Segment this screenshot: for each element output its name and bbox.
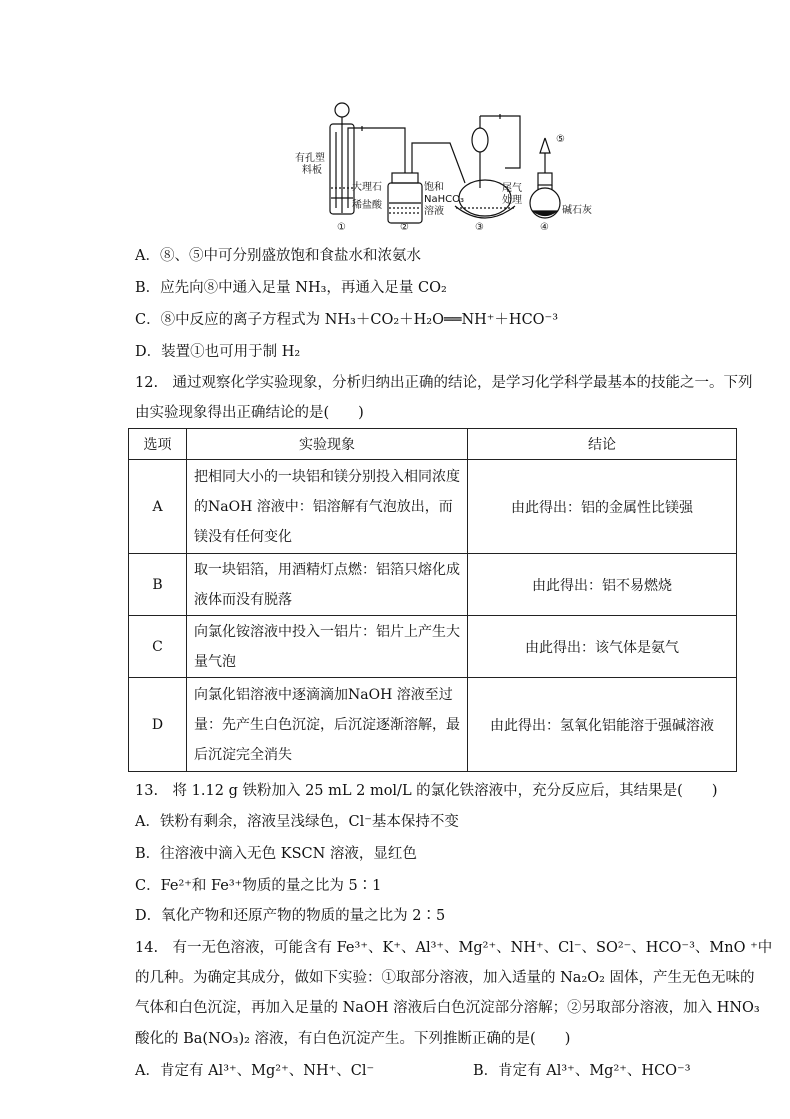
label-acid: 稀盐酸 <box>352 200 382 211</box>
label-marble: 大理石 <box>352 182 382 193</box>
q14-stem-line3: 气体和白色沉淀，再加入足量的 NaOH 溶液后白色沉淀部分溶解；②另取部分溶液，加入 HNO₃ <box>135 1000 760 1016</box>
label-n3: ③ <box>475 222 484 233</box>
row-phenomenon: 向氯化铝溶液中逐滴滴加NaOH 溶液至过量：先产生白色沉淀，后沉淀逐渐溶解，最后沉淀完全消失 <box>187 678 468 772</box>
q14-stem-line2: 的几种。为确定其成分，做如下实验：①取部分溶液，加入适量的 Na₂O₂ 固体，产生无色无味的 <box>135 970 755 986</box>
label-n5: ⑤ <box>556 134 565 145</box>
label-n2: ② <box>400 222 409 233</box>
row-option: B <box>129 554 187 616</box>
table-row <box>129 554 737 616</box>
label-plate2: 料板 <box>302 165 322 176</box>
q11-option-a: A．⑧、⑤中可分别盛放饱和食盐水和浓氨水 <box>135 248 421 264</box>
label-sat3: 溶液 <box>424 206 444 217</box>
q13-option-b: B．往溶液中滴入无色 KSCN 溶液，显红色 <box>135 846 417 862</box>
row-conclusion: 由此得出：铝的金属性比镁强 <box>468 460 737 554</box>
header-conclusion: 结论 <box>468 429 737 460</box>
q13-option-c: C．Fe²⁺和 Fe³⁺物质的量之比为 5∶1 <box>135 878 382 894</box>
q11-option-b: B．应先向⑧中通入足量 NH₃，再通入足量 CO₂ <box>135 280 447 296</box>
label-tail2: 处理 <box>502 195 522 206</box>
q12-stem-line1: 12. 通过观察化学实验现象，分析归纳出正确的结论，是学习化学科学最基本的技能之一。下列 <box>135 375 753 391</box>
row-phenomenon: 把相同大小的一块铝和镁分别投入相同浓度的NaOH 溶液中：铝溶解有气泡放出，而镁没有任何变化 <box>187 460 468 554</box>
q14-stem-line1: 14. 有一无色溶液，可能含有 Fe³⁺、K⁺、Al³⁺、Mg²⁺、NH⁺、Cl⁻、SO²⁻、HCO⁻³、MnO ⁺中 <box>135 940 773 956</box>
row-option: C <box>129 616 187 678</box>
q11-option-d: D．装置①也可用于制 H₂ <box>135 344 301 360</box>
apparatus-diagram <box>290 98 592 238</box>
label-lime: 碱石灰 <box>562 205 592 216</box>
row-phenomenon: 向氯化铵溶液中投入一铝片：铝片上产生大量气泡 <box>187 616 468 678</box>
table-header-row <box>129 429 737 460</box>
q13-option-a: A．铁粉有剩余，溶液呈浅绿色，Cl⁻基本保持不变 <box>135 814 459 830</box>
row-conclusion: 由此得出：该气体是氨气 <box>468 616 737 678</box>
label-n4: ④ <box>540 222 549 233</box>
table-row <box>129 616 737 678</box>
header-option: 选项 <box>129 429 187 460</box>
label-n1: ① <box>337 222 346 233</box>
header-phenomenon: 实验现象 <box>187 429 468 460</box>
q11-option-c: C．⑧中反应的离子方程式为 NH₃＋CO₂＋H₂O══NH⁺＋HCO⁻³ <box>135 312 559 328</box>
experiment-table <box>128 428 737 772</box>
row-conclusion: 由此得出：氢氧化铝能溶于强碱溶液 <box>468 678 737 772</box>
table-row <box>129 460 737 554</box>
row-phenomenon: 取一块铝箔，用酒精灯点燃：铝箔只熔化成液体而没有脱落 <box>187 554 468 616</box>
table-row <box>129 678 737 772</box>
row-conclusion: 由此得出：铝不易燃烧 <box>468 554 737 616</box>
q14-option-a: A．肯定有 Al³⁺、Mg²⁺、NH⁺、Cl⁻ <box>135 1063 375 1079</box>
row-option: D <box>129 678 187 772</box>
q12-stem-line2: 由实验现象得出正确结论的是( ) <box>135 405 364 421</box>
row-option: A <box>129 460 187 554</box>
label-sat2: NaHCO₃ <box>424 194 464 205</box>
q14-option-b: B．肯定有 Al³⁺、Mg²⁺、HCO⁻³ <box>473 1063 691 1079</box>
label-sat1: 饱和 <box>424 182 444 193</box>
q13-option-d: D．氧化产物和还原产物的物质的量之比为 2∶5 <box>135 908 446 924</box>
label-tail1: 尾气 <box>502 183 522 194</box>
q13-stem: 13. 将 1.12 g 铁粉加入 25 mL 2 mol/L 的氯化铁溶液中，充分反应后，其结果是( ) <box>135 783 718 799</box>
label-plate: 有孔塑 <box>295 153 325 164</box>
q14-stem-line4: 酸化的 Ba(NO₃)₂ 溶液，有白色沉淀产生。下列推断正确的是( ) <box>135 1031 571 1047</box>
